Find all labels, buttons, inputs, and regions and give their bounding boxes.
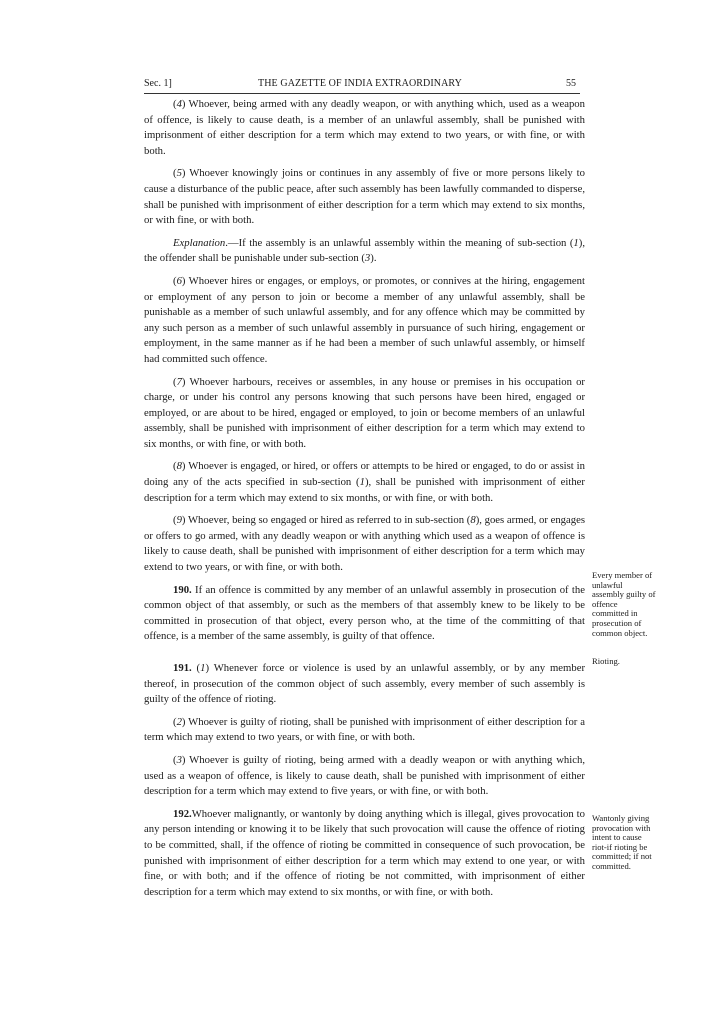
section-number: 192.: [173, 807, 192, 820]
paragraph-5: (5) Whoever knowingly joins or continues in any assembly of five or more persons likely to cause a disturbance of the public peace, after such assembly has been lawfully commanded to disperse, shall be punished with imprisonment of either description for a term which may extend to six months, or with fine, or with both.: [144, 167, 585, 227]
margin-note-190: Every member of unlawful assembly guilty of offence committed in prosecution of common object.: [592, 570, 656, 638]
page-header: [144, 77, 576, 91]
explanation-paragraph: Explanation.—If the assembly is an unlawful assembly within the meaning of sub-section (1), the offender shall be punishable under sub-section (3).: [144, 236, 585, 265]
header-rule: [144, 93, 580, 94]
margin-note-192: Wantonly giving provocation with intent to cause riot-if rioting be committed; if not committed.: [592, 813, 652, 871]
header-section: Sec. 1]: [144, 78, 172, 89]
paragraph-6: (6) Whoever hires or engages, or employs, or promotes, or connives at the hiring, engagement or employment of any person to join or become a member of any unlawful assembly, shall be punishable as a member of such unlawful assembly, and for any offence which may be committed by any such person as a member of such unlawful assembly in pursuance of such hiring, engagement or employment, in the same manner as if he had been a member of such unlawful assembly, or himself had committed such offence.: [144, 274, 585, 365]
section-192: 192.Whoever malignantly, or wantonly by doing anything which is illegal, gives provocation to any person intending or knowing it to be likely that such provocation will cause the offence of rioting to be committed, shall, if the offence of rioting be committed in consequence of such provocation, be punished with imprisonment of either description for a term which may extend to one year, or with fine, or with both; and if the offence of rioting be not committed, with imprisonment of either description for a term which may extend to six months, or with fine, or with both.: [144, 807, 585, 898]
paragraph-8: (8) Whoever is engaged, or hired, or offers or attempts to be hired or engaged, to do or assist in doing any of the acts specified in sub-section (1), shall be punished with imprisonment of either description for a term which may extend to six months, or with fine, or with both.: [144, 460, 585, 504]
paragraph-9: (9) Whoever, being so engaged or hired as referred to in sub-section (8), goes armed, or engages or offers to go armed, with any deadly weapon or with anything which used as a weapon of offence is likely to cause death, shall be punished with imprisonment of either description for a term which may extend to two years, or with fine, or with both.: [144, 514, 585, 574]
page-body: [144, 97, 585, 907]
section-number: 191.: [173, 662, 192, 674]
section-191-3: (3) Whoever is guilty of rioting, being armed with a deadly weapon or with anything which, used as a weapon of offence, is likely to cause death, shall be punished with imprisonment of either description for a term which may extend to five years, or with fine, or with both.: [144, 753, 585, 798]
section-190: 190. If an offence is committed by any member of an unlawful assembly in prosecution of the common object of that assembly, or such as the members of that assembly knew to be likely to be committed in prosecution of that object, every person who, at the time of the committing of that offence, is a member of the same assembly, is guilty of that offence.: [144, 583, 585, 643]
header-page-number: 55: [566, 78, 576, 89]
paragraph-7: (7) Whoever harbours, receives or assembles, in any house or premises in his occupation or charge, or under his control any persons knowing that such persons have been hired, engaged or employed, or are about to be hired, engaged or employed, to join or become members of an unlawful assembly, shall be punished with imprisonment of either description for a term which may extend to six months, or with fine, or with both.: [144, 375, 585, 450]
section-number: 190.: [173, 583, 192, 596]
paragraph-4: (4) Whoever, being armed with any deadly weapon, or with anything which, used as a weapon of offence, is likely to cause death, is a member of an unlawful assembly, shall be punished with imprisonment of either description for a term which may extend to two years, or with fine, or with both.: [144, 98, 585, 157]
section-191-2: (2) Whoever is guilty of rioting, shall be punished with imprisonment of either description for a term which may extend to two years, or with fine, or with both.: [144, 715, 585, 744]
section-191: 191. (1) Whenever force or violence is used by an unlawful assembly, or by any member thereof, in prosecution of the common object of such assembly, every member of such assembly is guilty of the offence of rioting.: [144, 662, 586, 706]
margin-note-191: Rioting.: [592, 656, 620, 666]
header-title: THE GAZETTE OF INDIA EXTRAORDINARY: [258, 78, 462, 89]
